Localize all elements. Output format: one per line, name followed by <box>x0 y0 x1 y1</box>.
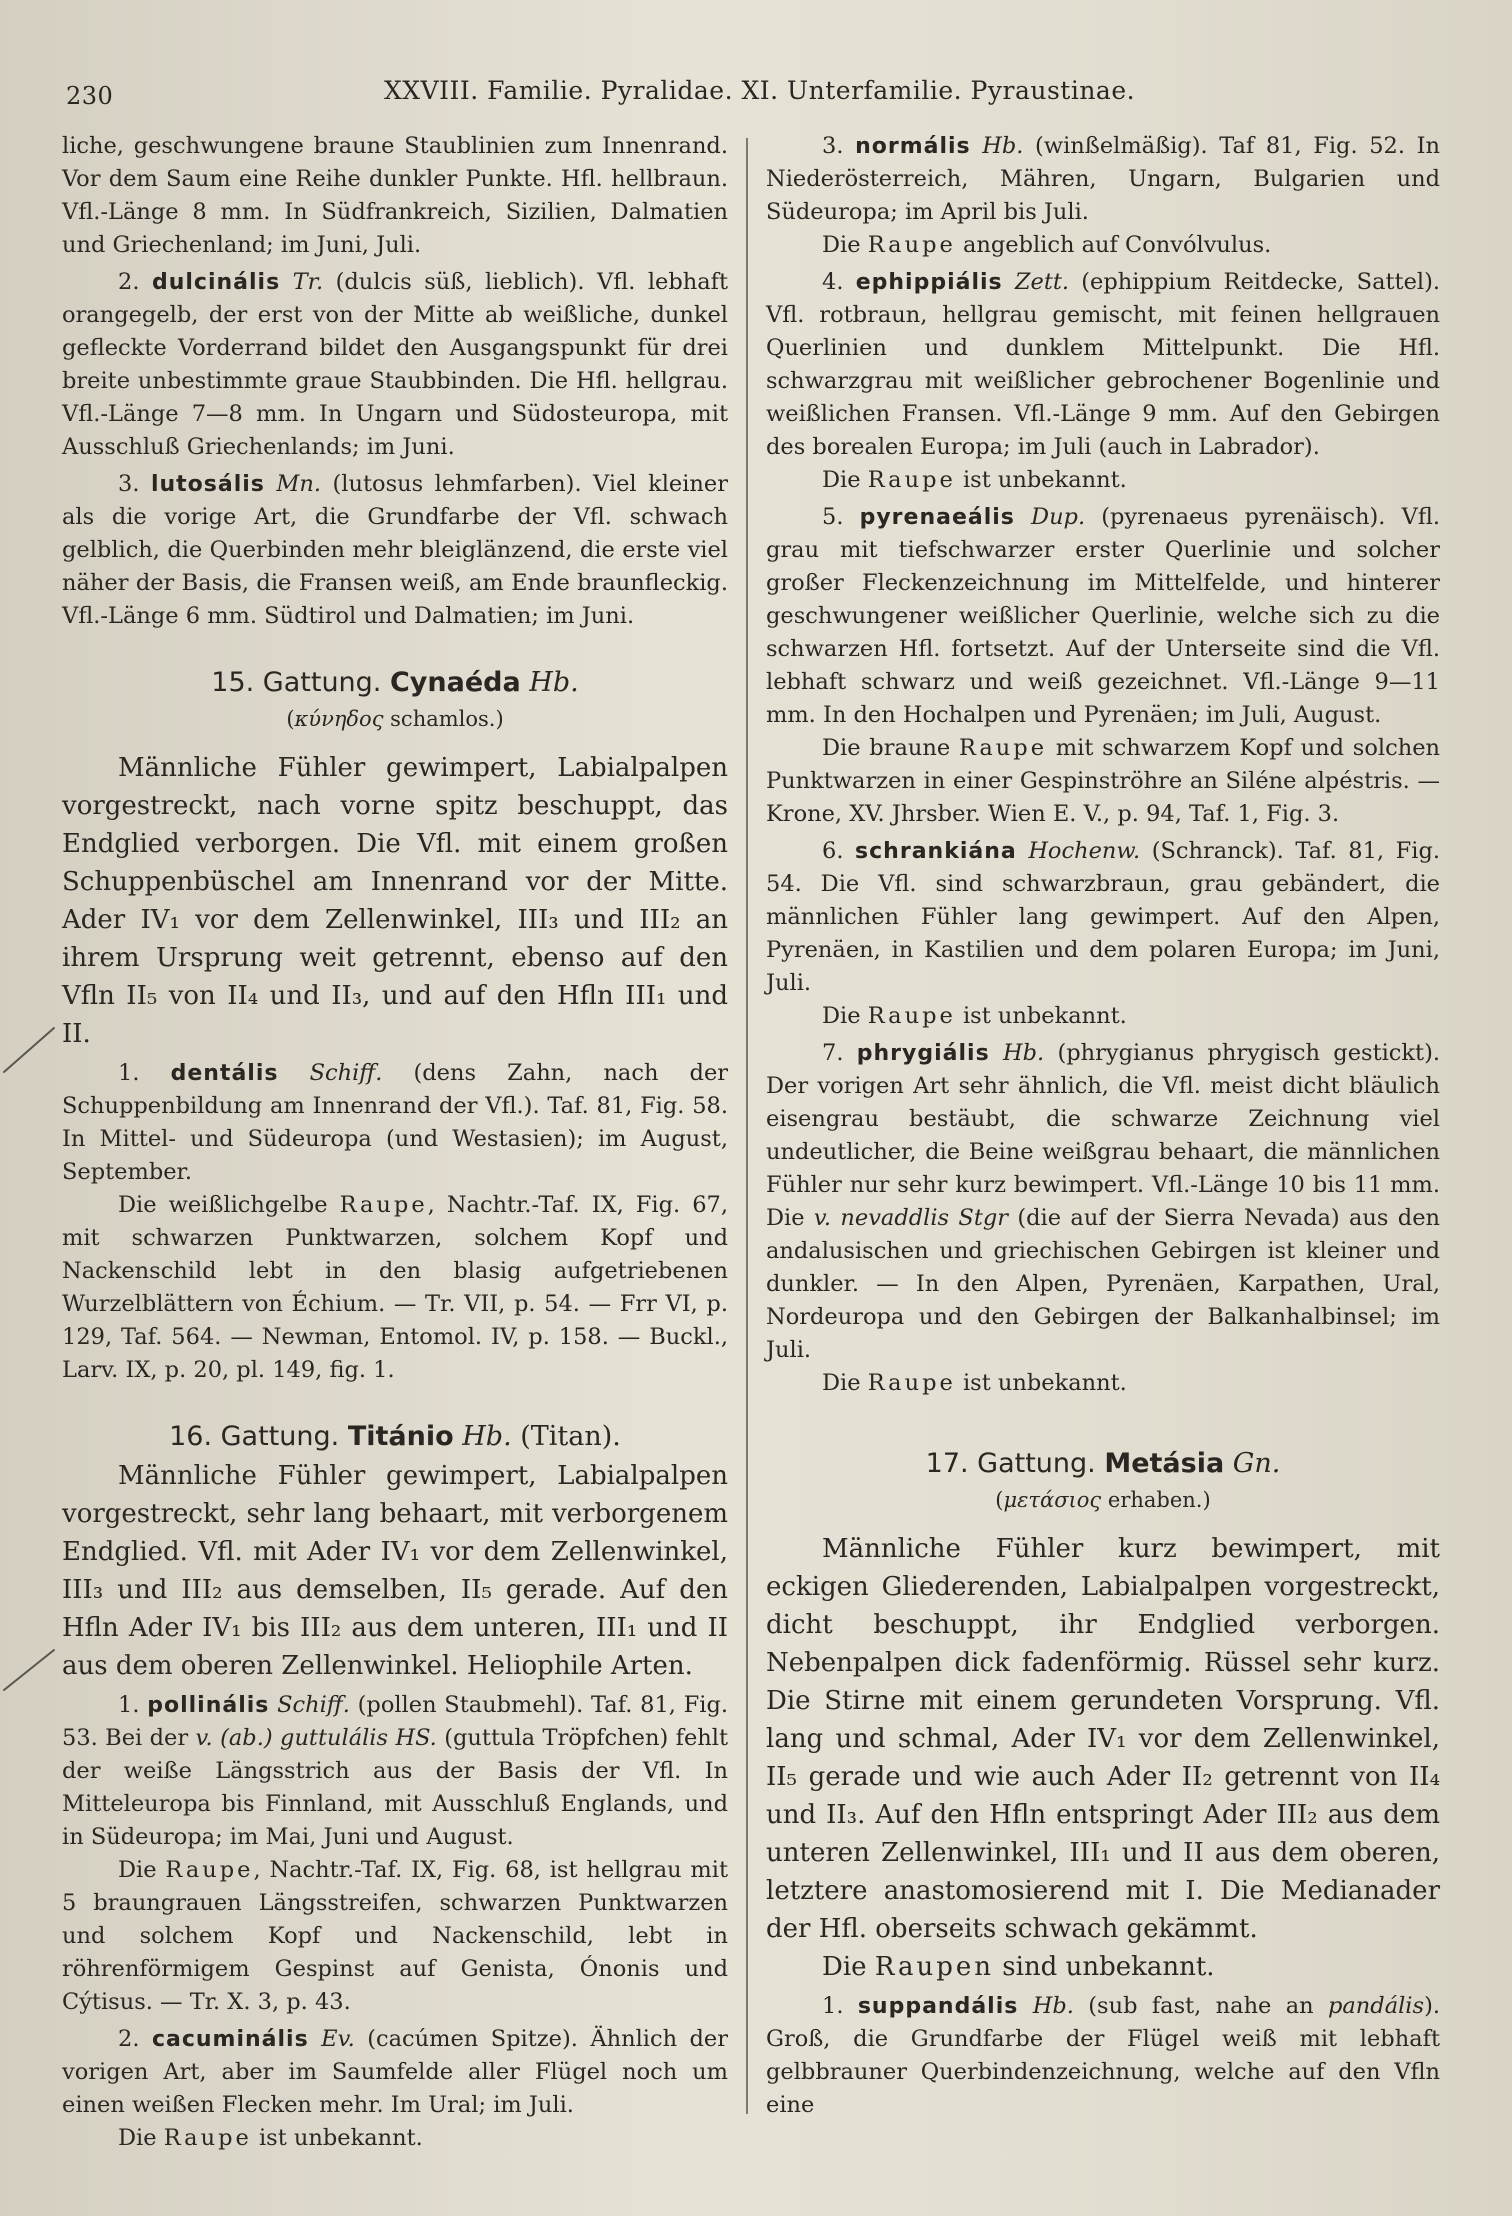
genus-etymology: (μετάσιος erhaben.) <box>995 1488 1211 1512</box>
species-author: Zett. <box>1014 269 1070 295</box>
genus-description: Männliche Fühler gewimpert, Labialpalpen vorgestreckt, sehr lang behaart, mit verborgenem Endglied. Vfl. mit Ader IV₁ vor dem Zellenwinkel, III₃ und III₂ aus demselben, II₅ gerade. Auf den Hfln Ader IV₁ bis III₂ aus dem unteren, III₁ und II aus dem oberen Zellenwinkel. Heliophile Arten. <box>62 1461 728 1681</box>
reference-name: pandális <box>1327 1993 1425 2019</box>
species-entry: 1. dentális Schiff. (dens Zahn, nach der Schuppenbildung am Innenrand der Vfl.). Taf. 81, Fig. 58. In Mittel- und Südeuropa (und Westasien); im August, September. <box>62 1060 729 1185</box>
species-name: suppandális <box>857 1994 1019 2019</box>
species-author: Dup. <box>1031 504 1086 530</box>
column-rule <box>746 138 748 2114</box>
species-entry: 3. normális Hb. (winßelmäßig). Taf 81, Fig. 52. In Niederösterreich, Mähren, Ungarn, Bulgarien und Südeuropa; im April bis Juli. <box>766 133 1440 225</box>
species-name: ephippiális <box>855 270 1003 295</box>
genus-description: Männliche Fühler gewimpert, Labialpalpen vorgestreckt, nach vorne spitz beschuppt, das Endglied verborgen. Die Vfl. mit einem großen Schuppenbüschel am Innenrand vor der Mitte. Ader IV₁ vor dem Zellenwinkel, III₃ und III₂ an ihrem Ursprung weit getrennt, ebenso auf den Vfln II₅ von II₄ und II₃, und auf den Hfln III₁ und II. <box>62 753 728 1049</box>
species-name: lutosális <box>150 472 265 497</box>
genus-author: Hb. <box>529 667 579 698</box>
species-author: Ev. <box>321 2026 355 2052</box>
page-number: 230 <box>66 82 114 110</box>
genus-heading: 16. Gattung. Titánio Hb. (Titan). <box>169 1421 621 1452</box>
genus-description: Männliche Fühler kurz bewimpert, mit eckigen Gliederenden, Labialpalpen vorgestreckt, dicht beschuppt, ihr Endglied verborgen. Nebenpalpen dick fadenförmig. Rüssel sehr kurz. Die Stirne mit einem gerundeten Vorsprung. Vfl. lang und schmal, Ader IV₁ vor dem Zellenwinkel, II₅ gerade und wie auch Ader II₂ getrennt von II₄ und II₃. Auf den Hfln entspringt Ader III₂ aus dem unteren Zellenwinkel, III₁ und II aus dem oberen, letztere anastomosierend mit I. Die Medianader der Hfl. oberseits schwach gekämmt. <box>766 1534 1440 1944</box>
pencil-mark <box>0 1640 60 1700</box>
left-column <box>62 130 728 2155</box>
genus-author: Gn. <box>1232 1448 1281 1479</box>
species-author: Hb. <box>1032 1993 1074 2019</box>
continued-paragraph: liche, geschwungene braune Staublinien zum Innenrand. Vor dem Saum eine Reihe dunkler Punkte. Hfl. hellbraun. Vfl.-Länge 8 mm. In Südfrankreich, Sizilien, Dalmatien und Griechenland; im Juni, Juli. <box>62 133 728 258</box>
species-author: Schiff. <box>309 1060 383 1086</box>
larva-note: Die Raupen sind unbekannt. <box>822 1952 1215 1982</box>
larva-note: Die Raupe angeblich auf Convólvulus. <box>822 232 1272 258</box>
genus-heading: 17. Gattung. Metásia Gn. <box>925 1448 1281 1479</box>
genus-name: Cynaéda <box>389 667 521 698</box>
species-author: Hb. <box>982 133 1024 159</box>
larva-note: Die Raupe ist unbekannt. <box>118 2125 423 2151</box>
pencil-mark <box>0 1020 60 1080</box>
genus-author: Hb. <box>462 1421 512 1452</box>
larva-note: Die braune Raupe mit schwarzem Kopf und solchen Punktwarzen in einer Gespinströhre an Siléne alpéstris. — Krone, XV. Jhrsber. Wien E. V., p. 94, Taf. 1, Fig. 3. <box>766 735 1440 827</box>
larva-note: Die Raupe ist unbekannt. <box>822 1370 1127 1396</box>
right-column <box>766 130 1440 2122</box>
species-name: phrygiális <box>856 1041 990 1066</box>
species-entry: 2. cacuminális Ev. (cacúmen Spitze). Ähnlich der vorigen Art, aber im Saumfelde aller Flügel noch um einen weißen Flecken mehr. Im Ural; im Juli. <box>62 2026 729 2118</box>
species-name: cacuminális <box>151 2027 309 2052</box>
species-entry: 3. lutosális Mn. (lutosus lehmfarben). Viel kleiner als die vorige Art, die Grundfarbe der Vfl. schwach gelblich, die Querbinden mehr bleiglänzend, die erste viel näher der Basis, die Fransen weiß, am Ende braunfleckig. Vfl.-Länge 6 mm. Südtirol und Dalmatien; im Juni. <box>62 471 728 629</box>
larva-note: Die Raupe, Nachtr.-Taf. IX, Fig. 68, ist hellgrau mit 5 braungrauen Längsstreifen, schwarzen Punktwarzen und solchem Kopf und Nackenschild, lebt in röhrenförmigem Gespinst auf Genista, Ónonis und Cýtisus. — Tr. X. 3, p. 43. <box>62 1857 728 2015</box>
species-entry: 6. schrankiána Hochenw. (Schranck). Taf. 81, Fig. 54. Die Vfl. sind schwarzbraun, grau gebändert, die männlichen Fühler lang gewimpert. Auf den Alpen, Pyrenäen, in Kastilien und dem polaren Europa; im Juni, Juli. <box>766 838 1441 996</box>
running-header <box>66 72 1446 116</box>
larva-note: Die Raupe ist unbekannt. <box>822 1003 1127 1029</box>
species-author: Schiff. <box>277 1692 350 1718</box>
larva-note: Die Raupe ist unbekannt. <box>822 467 1127 493</box>
species-name: dulcinális <box>151 270 281 295</box>
species-entry: 4. ephippiális Zett. (ephippium Reitdecke, Sattel). Vfl. rotbraun, hellgrau gemischt, mit feinen hellgrauen Querlinien und dunklem Mittelpunkt. Die Hfl. schwarzgrau mit weißlicher gebrochener Bogenlinie und weißlichen Fransen. Vfl.-Länge 9 mm. Auf den Gebirgen des borealen Europa; im Juli (auch in Labrador). <box>766 269 1441 460</box>
species-entry: 1. suppandális Hb. (sub fast, nahe an pandális). Groß, die Grundfarbe der Flügel weiß mit lebhaft gelbbrauner Querbindenzeichnung, welche auf den Vfln eine <box>766 1993 1440 2118</box>
species-author: Mn. <box>276 471 322 497</box>
variety-name: v. nevaddlis Stgr <box>813 1205 1009 1231</box>
species-name: normális <box>855 134 971 159</box>
species-entry: 1. pollinális Schiff. (pollen Staubmehl). Taf. 81, Fig. 53. Bei der v. (ab.) guttulális HS. (guttula Tröpfchen) fehlt der weiße Längsstrich aus der Basis der Vfl. In Mitteleuropa bis Finnland, mit Ausschluß Englands, und in Südeuropa; im Mai, Juni und August. <box>62 1692 729 1850</box>
species-entry: 7. phrygiális Hb. (phrygianus phrygisch gestickt). Der vorigen Art sehr ähnlich, die Vfl. meist dicht bläulich eisengrau bestäubt, die schwarze Zeichnung viel undeutlicher, die Beine weißgrau behaart, die männlichen Fühler nur sehr kurz bewimpert. Vfl.-Länge 10 bis 11 mm. Die v. nevaddlis Stgr (die auf der Sierra Nevada) aus den andalusischen und griechischen Gebirgen ist kleiner und dunkler. — In den Alpen, Pyrenäen, Karpathen, Ural, Nordeuropa und den Gebirgen der Balkanhalbinsel; im Juli. <box>766 1040 1441 1363</box>
species-name: pyrenaeális <box>859 505 1015 530</box>
species-author: Tr. <box>292 269 324 295</box>
genus-name: Metásia <box>1104 1448 1225 1479</box>
genus-name: Titánio <box>347 1421 454 1452</box>
variety-name: v. (ab.) guttulális HS. <box>195 1725 437 1751</box>
species-author: Hochenw. <box>1028 838 1141 864</box>
species-entry: 2. dulcinális Tr. (dulcis süß, lieblich). Vfl. lebhaft orangegelb, der erst von der Mitte ab weißliche, dunkel gefleckte Vorderrand bildet den Ausgangspunkt für drei breite unbestimmte graue Staubbinden. Die Hfl. hellgrau. Vfl.-Länge 7—8 mm. In Ungarn und Südosteuropa, mit Ausschluß Griechenlands; im Juni. <box>62 269 729 460</box>
species-name: pollinális <box>147 1693 270 1718</box>
species-name: dentális <box>170 1061 279 1086</box>
larva-note: Die weißlichgelbe Raupe, Nachtr.-Taf. IX, Fig. 67, mit schwarzen Punktwarzen, solchem Kopf und Nackenschild lebt in den blasig aufgetriebenen Wurzelblättern von Échium. — Tr. VII, p. 54. — Frr VI, p. 129, Taf. 564. — Newman, Entomol. IV, p. 158. — Buckl., Larv. IX, p. 20, pl. 149, fig. 1. <box>62 1192 728 1383</box>
species-name: schrankiána <box>855 839 1017 864</box>
header-title: XXVIII. Familie. Pyralidae. XI. Unterfamilie. Pyraustinae. <box>384 76 1136 105</box>
genus-etymology: (κύνηδος schamlos.) <box>286 707 504 731</box>
species-entry: 5. pyrenaeális Dup. (pyrenaeus pyrenäisch). Vfl. grau mit tiefschwarzer erster Querlinie und solcher großer Fleckenzeichnung im Mittelfelde, und hinterer geschwungener weißlicher Querlinie, welche sich zu die schwarzen Hfl. fortsetzt. Auf der Unterseite sind die Vfl. lebhaft schwarz und weiß gezeichnet. Vfl.-Länge 9—11 mm. In den Hochalpen und Pyrenäen; im Juli, August. <box>766 504 1440 728</box>
genus-heading: 15. Gattung. Cynaéda Hb. <box>211 667 579 698</box>
species-author: Hb. <box>1002 1040 1045 1066</box>
